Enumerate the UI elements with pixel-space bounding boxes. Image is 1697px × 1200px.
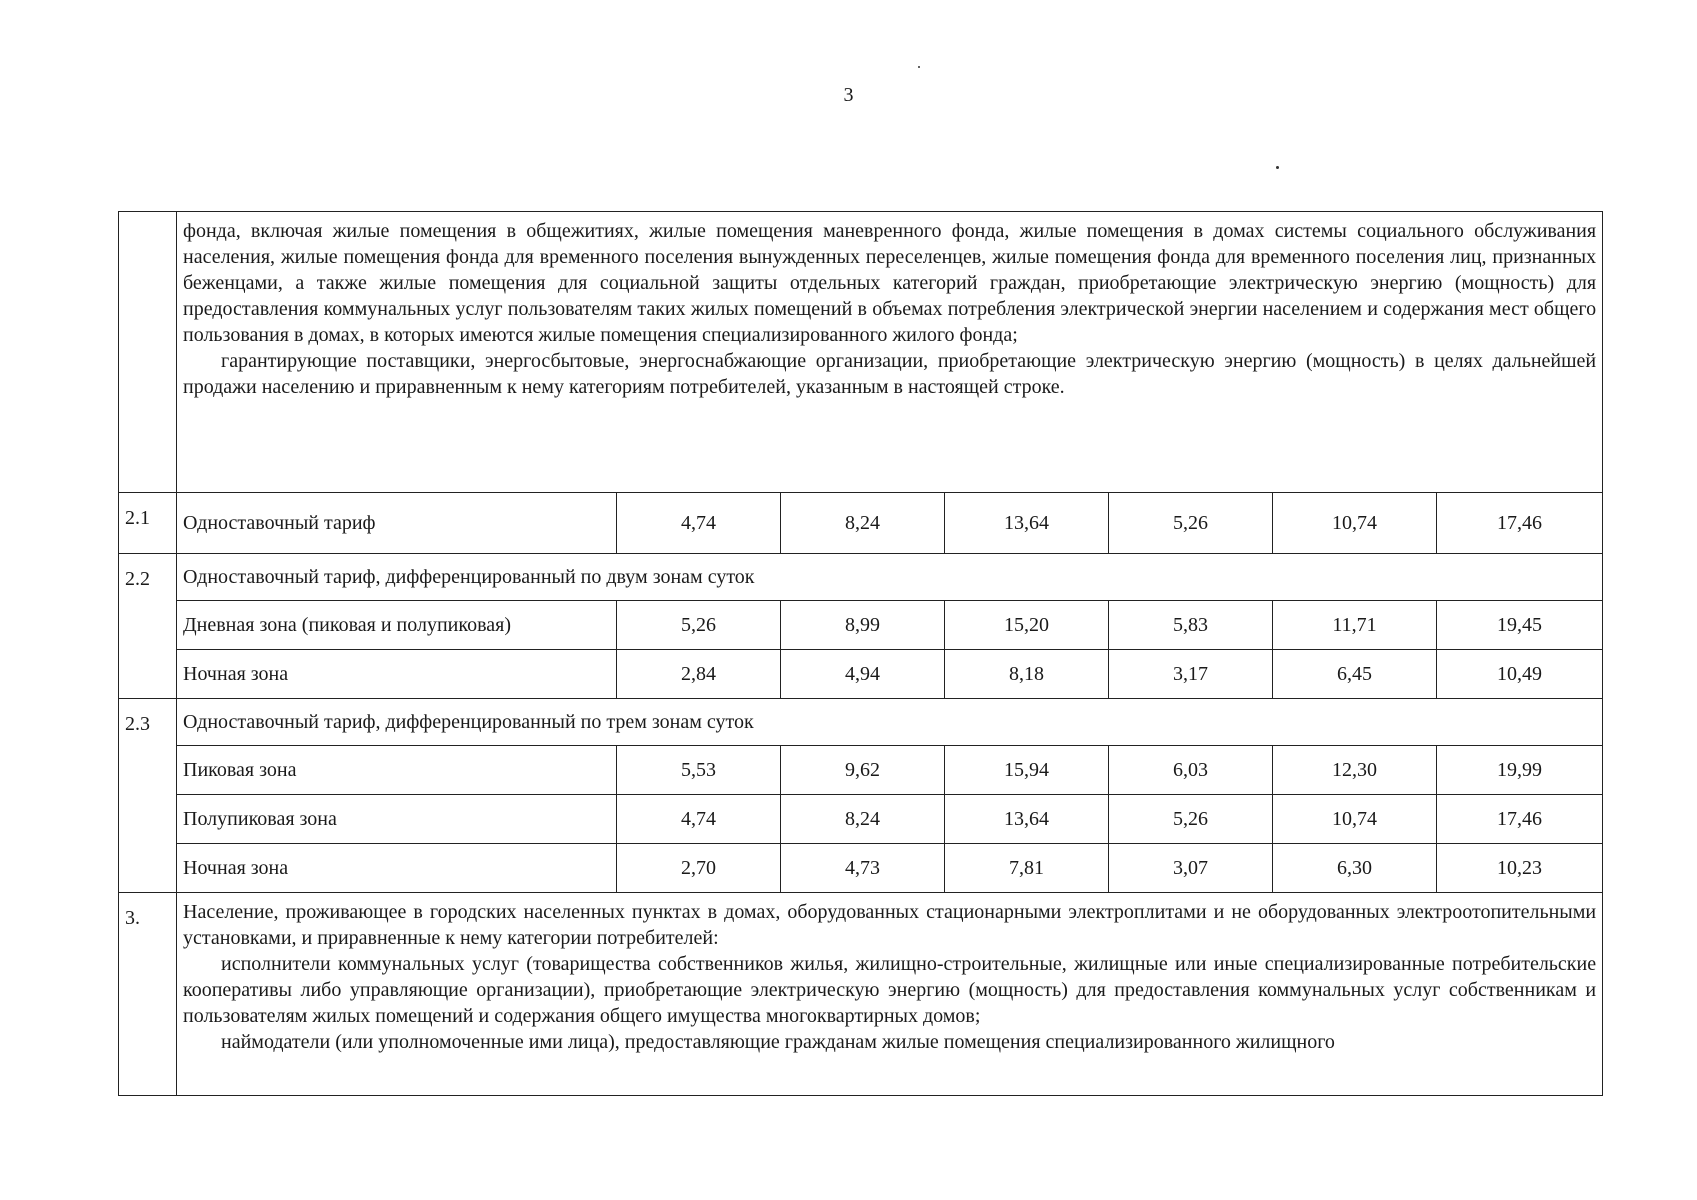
value-cell: 6,03 xyxy=(1109,746,1273,795)
value-cell: 19,45 xyxy=(1437,601,1603,650)
row-description xyxy=(177,893,1603,1096)
value-cell: 3,07 xyxy=(1109,844,1273,893)
page-number: 3 xyxy=(843,84,854,106)
paragraph: наймодатели (или уполномоченные ими лица), предоставляющие гражданам жилые помещения специализированного жилищного xyxy=(221,1031,1335,1053)
value-cell: 17,46 xyxy=(1437,493,1603,554)
value-cell: 13,64 xyxy=(945,493,1109,554)
row-number: 2.3 xyxy=(119,699,177,893)
value-cell: 2,70 xyxy=(617,844,781,893)
value-cell: 13,64 xyxy=(945,795,1109,844)
table-row-continuation xyxy=(119,212,1603,493)
row-label: Одноставочный тариф xyxy=(177,493,617,554)
row-number: 2.1 xyxy=(119,493,177,554)
value-cell: 8,18 xyxy=(945,650,1109,699)
table-row xyxy=(119,650,1603,699)
value-cell: 5,26 xyxy=(1109,493,1273,554)
row-label: Ночная зона xyxy=(177,650,617,699)
tariff-table xyxy=(118,211,1603,1096)
value-cell: 10,74 xyxy=(1273,493,1437,554)
value-cell: 15,20 xyxy=(945,601,1109,650)
value-cell: 4,74 xyxy=(617,493,781,554)
value-cell: 15,94 xyxy=(945,746,1109,795)
value-cell: 5,26 xyxy=(617,601,781,650)
table-row xyxy=(119,493,1603,554)
value-cell: 11,71 xyxy=(1273,601,1437,650)
table-row xyxy=(119,554,1603,601)
row-number: 3. xyxy=(119,893,177,1096)
value-cell: 17,46 xyxy=(1437,795,1603,844)
paragraph: фонда, включая жилые помещения в общежитиях, жилые помещения маневренного фонда, жилые помещения в домах системы социального обслуживания населения, жилые помещения фонда для временного поселения вынужденных переселенцев, жилые помещения фонда для временного поселения лиц, признанных беженцами, а также жилые помещения для социальной защиты отдельных категорий граждан, приобретающие электрическую энергию (мощность) для предоставления коммунальных услуг пользователям таких жилых помещений в объемах потребления электрической энергии населением и содержания мест общего пользования в домах, в которых имеются жилые помещения специализированного жилого фонда; xyxy=(183,220,1597,346)
value-cell: 12,30 xyxy=(1273,746,1437,795)
value-cell: 8,99 xyxy=(781,601,945,650)
row-label: Ночная зона xyxy=(177,844,617,893)
value-cell: 4,74 xyxy=(617,795,781,844)
value-cell: 5,83 xyxy=(1109,601,1273,650)
row-number-empty xyxy=(119,212,177,493)
value-cell: 10,49 xyxy=(1437,650,1603,699)
value-cell: 3,17 xyxy=(1109,650,1273,699)
value-cell: 2,84 xyxy=(617,650,781,699)
scan-speck xyxy=(1276,166,1279,169)
row-label: Полупиковая зона xyxy=(177,795,617,844)
table-row xyxy=(119,601,1603,650)
value-cell: 6,45 xyxy=(1273,650,1437,699)
value-cell: 5,26 xyxy=(1109,795,1273,844)
paragraph: Население, проживающее в городских населенных пунктах в домах, оборудованных стационарными электроплитами и не оборудованных электроотопительными установками, и приравненные к нему категории потребителей: xyxy=(183,901,1597,949)
row-header: Одноставочный тариф, дифференцированный по трем зонам суток xyxy=(177,699,1603,746)
value-cell: 6,30 xyxy=(1273,844,1437,893)
row-number: 2.2 xyxy=(119,554,177,699)
table-row xyxy=(119,746,1603,795)
paragraph: исполнители коммунальных услуг (товарищества собственников жилья, жилищно-строительные, жилищные или иные специализированные потребительские кооперативы либо управляющие организации), приобретающие электрическую энергию (мощность) для предоставления коммунальных услуг собственникам и пользователям жилых помещений и содержания общего имущества многоквартирных домов; xyxy=(183,953,1597,1027)
value-cell: 5,53 xyxy=(617,746,781,795)
continuation-text xyxy=(177,212,1603,493)
value-cell: 8,24 xyxy=(781,795,945,844)
value-cell: 9,62 xyxy=(781,746,945,795)
row-header: Одноставочный тариф, дифференцированный по двум зонам суток xyxy=(177,554,1603,601)
value-cell: 19,99 xyxy=(1437,746,1603,795)
value-cell: 10,74 xyxy=(1273,795,1437,844)
table-row xyxy=(119,893,1603,1096)
row-label: Пиковая зона xyxy=(177,746,617,795)
table-row xyxy=(119,844,1603,893)
row-label: Дневная зона (пиковая и полупиковая) xyxy=(177,601,617,650)
table-row xyxy=(119,795,1603,844)
value-cell: 4,94 xyxy=(781,650,945,699)
value-cell: 7,81 xyxy=(945,844,1109,893)
value-cell: 4,73 xyxy=(781,844,945,893)
value-cell: 8,24 xyxy=(781,493,945,554)
scan-speck xyxy=(918,66,920,68)
value-cell: 10,23 xyxy=(1437,844,1603,893)
table-row xyxy=(119,699,1603,746)
paragraph: гарантирующие поставщики, энергосбытовые, энергоснабжающие организации, приобретающие электрическую энергию (мощность) в целях дальнейшей продажи населению и приравненным к нему категориям потребителей, указанным в настоящей строке. xyxy=(183,350,1597,398)
